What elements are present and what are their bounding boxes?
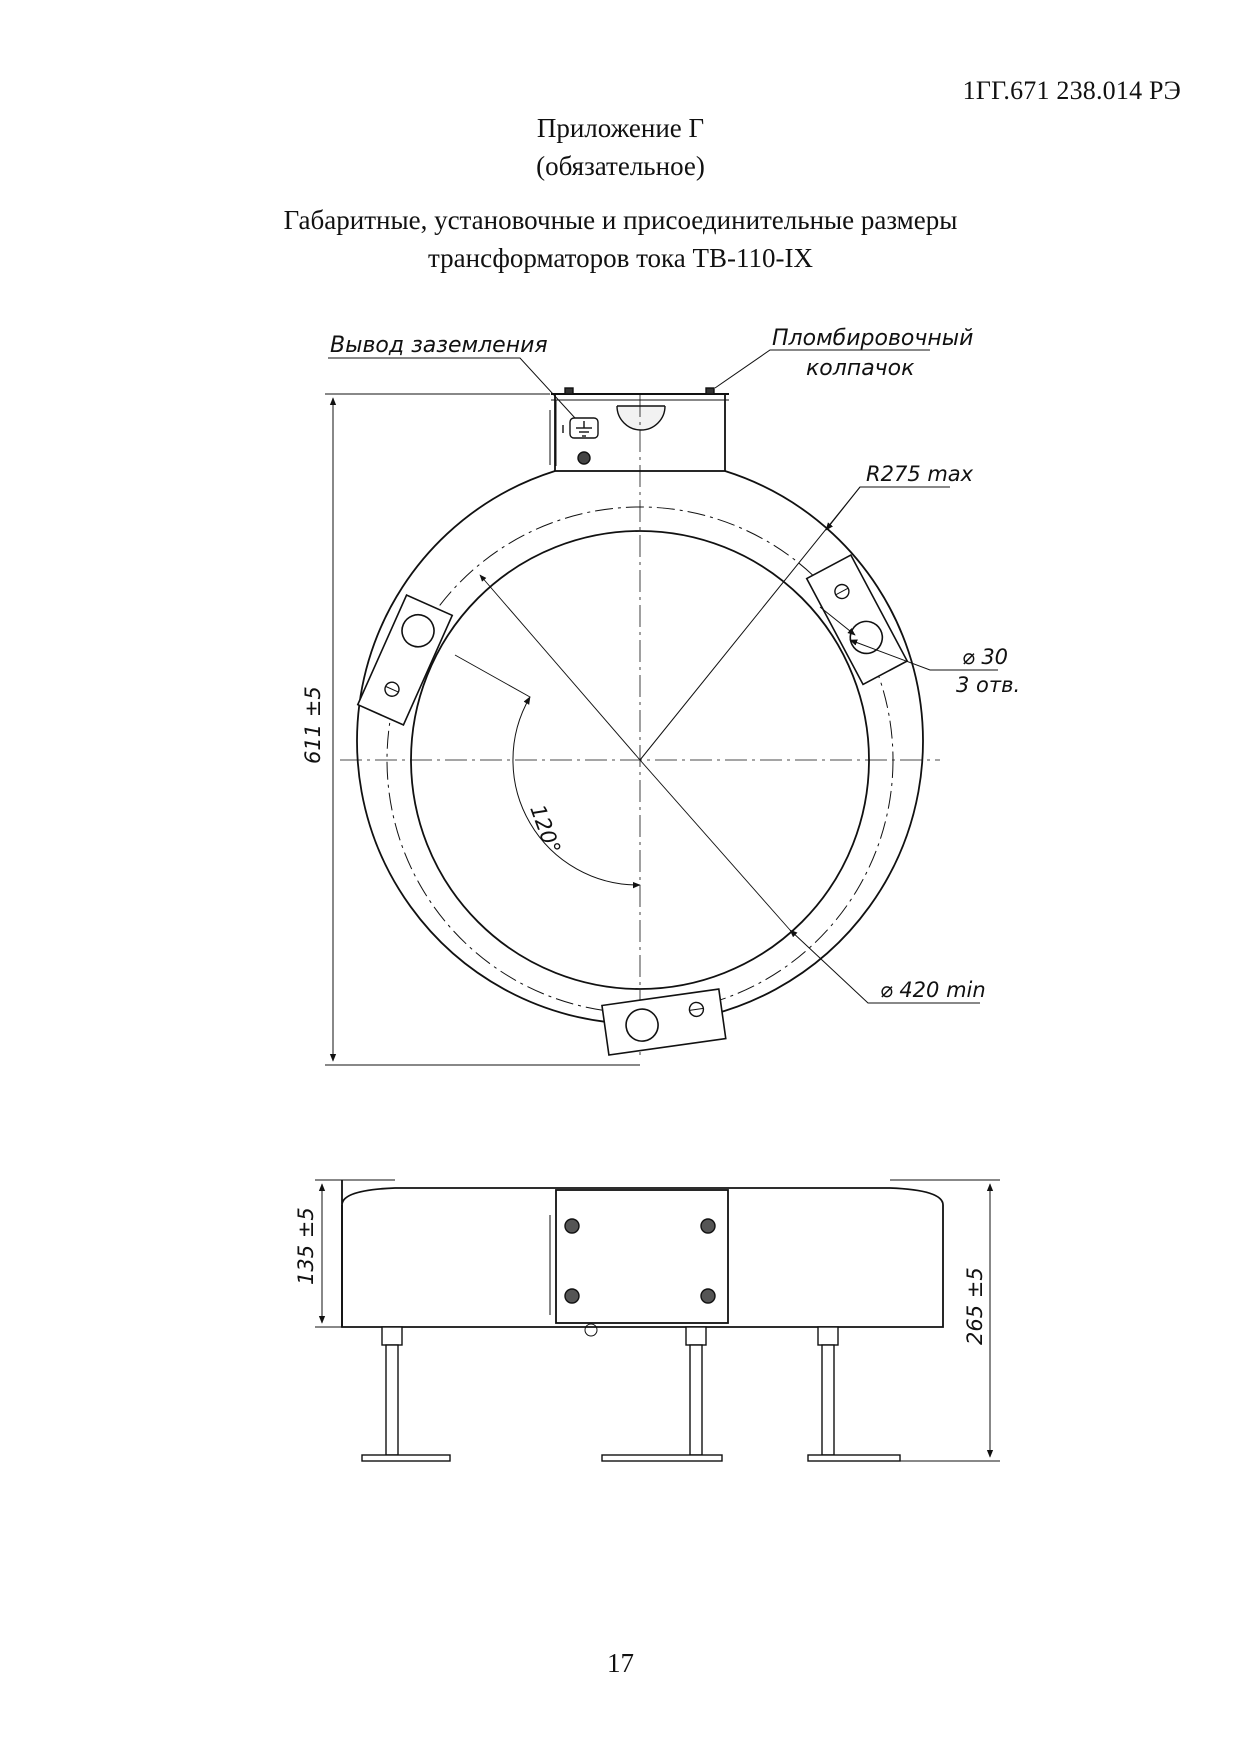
document-code: 1ГГ.671 238.014 РЭ (962, 76, 1181, 105)
body-height-label: 135 ±5 (294, 1207, 318, 1285)
page-number: 17 (607, 1648, 634, 1678)
side-terminal-box (556, 1190, 728, 1323)
ground-terminal-label: Вывод заземления (330, 333, 548, 358)
radius-label: R275 max (866, 462, 974, 486)
angle-label: 120° (525, 801, 566, 858)
appendix-heading: Приложение Г (536, 113, 705, 143)
seal-cap-label-line-1: Пломбировочный (772, 326, 974, 351)
page-title-line-1: Габаритные, установочные и присоединительные размеры (283, 205, 958, 235)
appendix-status: (обязательное) (536, 151, 705, 181)
page-title-line-2: трансформаторов тока ТВ-110-IX (428, 243, 813, 273)
overall-height-label: 611 ±5 (301, 686, 325, 764)
mounting-leg-right (808, 1327, 900, 1461)
side-view (315, 1180, 1000, 1461)
total-height-label: 265 ±5 (963, 1267, 987, 1345)
mounting-bracket-left (358, 595, 452, 725)
mounting-leg-center (602, 1327, 722, 1461)
mounting-leg-left (362, 1327, 450, 1461)
hole-count-label: 3 отв. (956, 673, 1021, 697)
hole-diameter-label: ⌀ 30 (962, 645, 1009, 669)
top-view (325, 350, 998, 1065)
seal-cap-label-line-2: колпачок (806, 356, 915, 381)
inner-diameter-label: ⌀ 420 min (880, 978, 986, 1002)
mounting-bracket-bottom (602, 989, 726, 1055)
